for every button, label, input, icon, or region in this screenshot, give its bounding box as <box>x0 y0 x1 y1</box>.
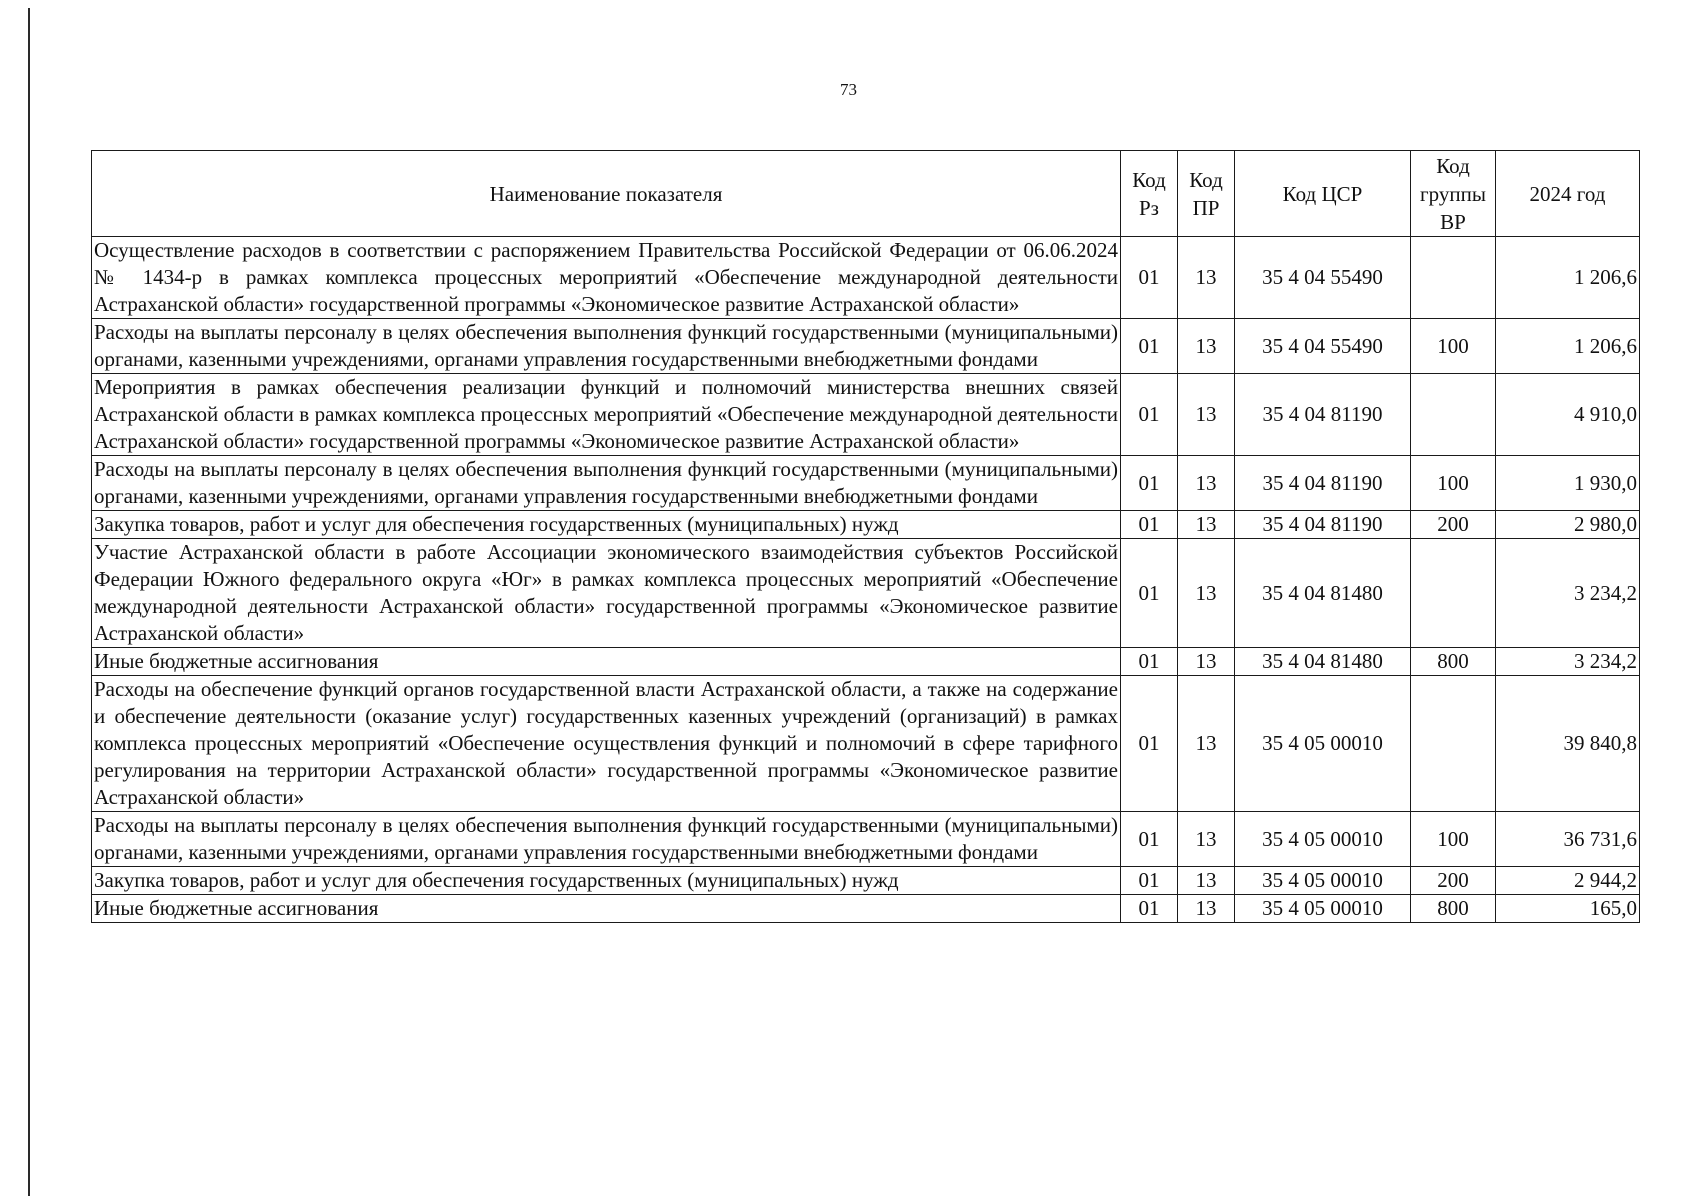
row-vr: 200 <box>1411 511 1496 539</box>
row-csr: 35 4 04 81190 <box>1235 374 1411 456</box>
row-amount: 36 731,6 <box>1496 812 1640 867</box>
row-pr: 13 <box>1178 539 1235 648</box>
row-vr <box>1411 539 1496 648</box>
row-name: Расходы на выплаты персоналу в целях обеспечения выполнения функций государственными (муниципальными) органами, казенными учреждениями, органами управления государственными внебюджетными фондами <box>92 456 1121 511</box>
row-rz: 01 <box>1121 374 1178 456</box>
table-header-row <box>92 151 1640 237</box>
table-row <box>92 895 1640 923</box>
row-csr: 35 4 05 00010 <box>1235 867 1411 895</box>
row-vr: 800 <box>1411 648 1496 676</box>
row-pr: 13 <box>1178 867 1235 895</box>
row-name: Иные бюджетные ассигнования <box>92 895 1121 923</box>
row-vr: 100 <box>1411 319 1496 374</box>
budget-table <box>91 150 1640 923</box>
row-rz: 01 <box>1121 511 1178 539</box>
scan-edge-line <box>28 8 30 1196</box>
row-pr: 13 <box>1178 648 1235 676</box>
row-amount: 3 234,2 <box>1496 539 1640 648</box>
table-row <box>92 812 1640 867</box>
row-pr: 13 <box>1178 511 1235 539</box>
row-rz: 01 <box>1121 456 1178 511</box>
row-rz: 01 <box>1121 812 1178 867</box>
row-pr: 13 <box>1178 812 1235 867</box>
row-csr: 35 4 04 55490 <box>1235 319 1411 374</box>
row-rz: 01 <box>1121 648 1178 676</box>
table-row <box>92 867 1640 895</box>
row-name: Мероприятия в рамках обеспечения реализации функций и полномочий министерства внешних связей Астраханской области в рамках комплекса процессных мероприятий «Обеспечение международной деятельности Астраханской области» государственной программы «Экономическое развитие Астраханской области» <box>92 374 1121 456</box>
row-rz: 01 <box>1121 319 1178 374</box>
row-vr: 100 <box>1411 456 1496 511</box>
row-rz: 01 <box>1121 867 1178 895</box>
row-rz: 01 <box>1121 539 1178 648</box>
table-row <box>92 539 1640 648</box>
row-vr: 200 <box>1411 867 1496 895</box>
table-row <box>92 511 1640 539</box>
row-amount: 2 944,2 <box>1496 867 1640 895</box>
row-pr: 13 <box>1178 676 1235 812</box>
row-name: Закупка товаров, работ и услуг для обеспечения государственных (муниципальных) нужд <box>92 867 1121 895</box>
table-row <box>92 237 1640 319</box>
row-amount: 39 840,8 <box>1496 676 1640 812</box>
row-pr: 13 <box>1178 237 1235 319</box>
row-amount: 1 206,6 <box>1496 237 1640 319</box>
row-csr: 35 4 05 00010 <box>1235 676 1411 812</box>
row-amount: 1 206,6 <box>1496 319 1640 374</box>
row-csr: 35 4 04 81480 <box>1235 539 1411 648</box>
table-row <box>92 456 1640 511</box>
header-vr: Код группы ВР <box>1411 151 1496 237</box>
row-name: Расходы на обеспечение функций органов государственной власти Астраханской области, а также на содержание и обеспечение деятельности (оказание услуг) государственных казенных учреждений (организаций) в рамках комплекса процессных мероприятий «Обеспечение осуществления функций и полномочий в сфере тарифного регулирования на территории Астраханской области» государственной программы «Экономическое развитие Астраханской области» <box>92 676 1121 812</box>
row-csr: 35 4 04 81190 <box>1235 511 1411 539</box>
row-amount: 3 234,2 <box>1496 648 1640 676</box>
row-amount: 1 930,0 <box>1496 456 1640 511</box>
row-rz: 01 <box>1121 237 1178 319</box>
row-amount: 2 980,0 <box>1496 511 1640 539</box>
header-amount: 2024 год <box>1496 151 1640 237</box>
row-name: Иные бюджетные ассигнования <box>92 648 1121 676</box>
header-name: Наименование показателя <box>92 151 1121 237</box>
row-rz: 01 <box>1121 895 1178 923</box>
row-name: Участие Астраханской области в работе Ассоциации экономического взаимодействия субъектов Российской Федерации Южного федерального округа «Юг» в рамках комплекса процессных мероприятий «Обеспечение международной деятельности Астраханской области» государственной программы «Экономическое развитие Астраханской области» <box>92 539 1121 648</box>
row-pr: 13 <box>1178 374 1235 456</box>
row-pr: 13 <box>1178 319 1235 374</box>
header-rz: Код Рз <box>1121 151 1178 237</box>
row-vr: 800 <box>1411 895 1496 923</box>
row-amount: 4 910,0 <box>1496 374 1640 456</box>
row-vr: 100 <box>1411 812 1496 867</box>
row-csr: 35 4 05 00010 <box>1235 812 1411 867</box>
page-number: 73 <box>840 80 857 99</box>
row-rz: 01 <box>1121 676 1178 812</box>
table-row <box>92 374 1640 456</box>
row-name: Расходы на выплаты персоналу в целях обеспечения выполнения функций государственными (муниципальными) органами, казенными учреждениями, органами управления государственными внебюджетными фондами <box>92 812 1121 867</box>
table-row <box>92 319 1640 374</box>
header-pr: Код ПР <box>1178 151 1235 237</box>
row-vr <box>1411 676 1496 812</box>
row-pr: 13 <box>1178 895 1235 923</box>
table-row <box>92 676 1640 812</box>
row-csr: 35 4 04 81190 <box>1235 456 1411 511</box>
row-pr: 13 <box>1178 456 1235 511</box>
row-name: Закупка товаров, работ и услуг для обеспечения государственных (муниципальных) нужд <box>92 511 1121 539</box>
row-vr <box>1411 374 1496 456</box>
row-amount: 165,0 <box>1496 895 1640 923</box>
row-csr: 35 4 04 55490 <box>1235 237 1411 319</box>
header-csr: Код ЦСР <box>1235 151 1411 237</box>
row-csr: 35 4 05 00010 <box>1235 895 1411 923</box>
table-row <box>92 648 1640 676</box>
row-csr: 35 4 04 81480 <box>1235 648 1411 676</box>
row-vr <box>1411 237 1496 319</box>
row-name: Осуществление расходов в соответствии с распоряжением Правительства Российской Федерации от 06.06.2024 № 1434-р в рамках комплекса процессных мероприятий «Обеспечение международной деятельности Астраханской области» государственной программы «Экономическое развитие Астраханской области» <box>92 237 1121 319</box>
row-name: Расходы на выплаты персоналу в целях обеспечения выполнения функций государственными (муниципальными) органами, казенными учреждениями, органами управления государственными внебюджетными фондами <box>92 319 1121 374</box>
